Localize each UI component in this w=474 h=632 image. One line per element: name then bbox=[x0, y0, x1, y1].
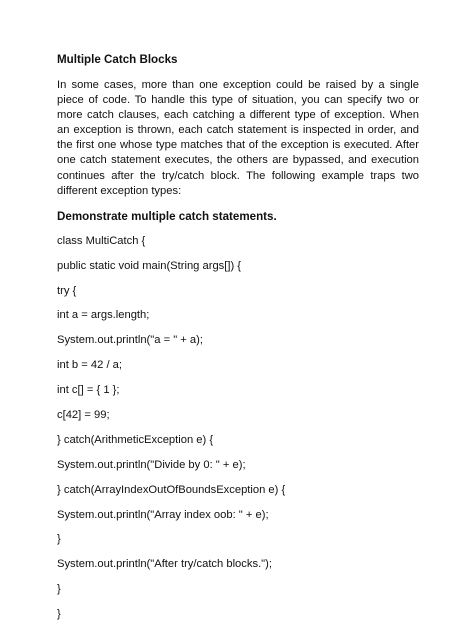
code-line: c[42] = 99; bbox=[57, 408, 110, 421]
body-paragraph: In some cases, more than one exception could be raised by a single piece of code. To handle this type of situation, you can specify two or more catch clauses, each catching a different type of exception. When an exception is thrown, each catch statement is inspected in order, and the first one whose type matches that of the exception is executed. After one catch statement executes, the others are bypassed, and execution continues after the try/catch block. The following example traps two different exception types: bbox=[57, 79, 419, 197]
section-title: Multiple Catch Blocks bbox=[57, 53, 178, 66]
code-line: int b = 42 / a; bbox=[57, 359, 122, 372]
demo-title: Demonstrate multiple catch statements. bbox=[57, 209, 277, 223]
code-line: System.out.println("Array index oob: " + e); bbox=[57, 508, 269, 521]
code-line: } bbox=[57, 608, 61, 621]
code-line: System.out.println("After try/catch blocks."); bbox=[57, 558, 272, 571]
code-line: int c[] = { 1 }; bbox=[57, 384, 120, 397]
code-line: } catch(ArithmeticException e) { bbox=[57, 433, 214, 446]
code-line: System.out.println("a = " + a); bbox=[57, 334, 203, 347]
code-line: try { bbox=[57, 284, 77, 297]
code-listing bbox=[57, 234, 419, 622]
code-line: public static void main(String args[]) { bbox=[57, 259, 242, 272]
code-line: class MultiCatch { bbox=[57, 234, 146, 247]
code-line: } bbox=[57, 583, 61, 596]
code-line: System.out.println("Divide by 0: " + e); bbox=[57, 458, 246, 471]
code-line: int a = args.length; bbox=[57, 309, 150, 322]
code-line: } catch(ArrayIndexOutOfBoundsException e) { bbox=[57, 483, 286, 496]
document-content bbox=[57, 52, 419, 632]
code-line: } bbox=[57, 533, 61, 546]
